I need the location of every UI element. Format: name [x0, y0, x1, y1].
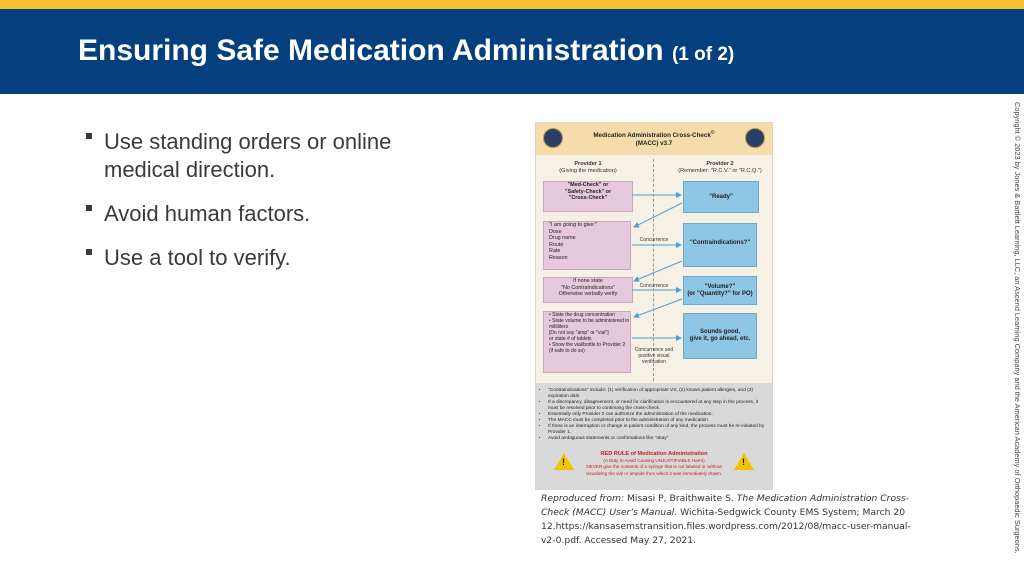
slide-title-text: Ensuring Safe Medication Administration: [78, 34, 664, 67]
warning-glyph: !: [562, 457, 565, 467]
caption-work-title: The Medication Administration Cross-Check (MACC) User’s Manual: [541, 493, 909, 518]
provider1-box-contraindications: If none state "No Contraindications" Otherwise verbally verify: [543, 277, 633, 303]
bullet-text: Avoid human factors.: [104, 201, 311, 226]
bullet-marker: [86, 133, 92, 139]
slide-title: [78, 34, 734, 68]
bullet-marker: [86, 249, 92, 255]
caption-prefix: Reproduced from:: [541, 493, 625, 504]
warning-icon: [554, 453, 574, 470]
note-item: • The MACC must be completed prior to the administration of any medication.: [548, 418, 766, 424]
arrow-icon: [634, 261, 682, 281]
slide-title-part: (1 of 2): [671, 44, 735, 65]
note-item: • If there is an interruption or change in patient condition of any kind, the process must be re-initiated by Provider 1.: [548, 424, 766, 436]
copyright-text: Copyright © 2023 by Jones & Bartlett Learning, LLC, an Ascend Learning Company and the American Academy of Orthopaedic Surgeons.: [1013, 102, 1022, 554]
red-rule-sub: (A Duty to Avoid Causing UNJUSTIFIABLE Harm): [603, 457, 705, 463]
red-rule-text: NEVER give the contents of a syringe that is not labeled or without visualizing the vial or ampule from which it was immediately drawn.: [585, 464, 723, 476]
provider2-box-contraindications: "Contraindications?": [683, 223, 757, 267]
bullet-item: [86, 200, 466, 228]
red-rule: [576, 451, 732, 477]
bullet-text: Use standing orders or online medical direction.: [104, 129, 392, 182]
caption-rest: . Wichita-Sedgwick County EMS System; March 20 12.https://kansasemstransition.files.wordpress.com/2012/08/macc-user-manual-v2-0.pdf. Accessed May 27, 2021.: [541, 507, 911, 546]
bullet-item: [86, 128, 466, 184]
provider2-box-ready: "Ready": [683, 181, 759, 213]
macc-figure: [535, 122, 773, 490]
provider1-box-give: "I am going to give:" Dose Drug name Route Rate Reason: [543, 221, 631, 270]
copyright-notice: [1012, 102, 1022, 557]
figure-title-sup: ©: [710, 130, 715, 136]
bullet-text: Use a tool to verify.: [104, 245, 291, 270]
bullet-item: [86, 244, 466, 272]
concurrence-label: Concurrence: [639, 283, 669, 289]
warning-icon: [734, 453, 754, 470]
provider1-sub: (Giving the medication): [559, 168, 617, 174]
arrow-icon: [634, 299, 682, 317]
figure-title-line1: Medication Administration Cross-Check: [593, 132, 711, 140]
note-item: • Avoid ambiguous statements or confirmations like "okay": [548, 436, 766, 442]
provider2-label: Provider 2: [706, 161, 734, 167]
provider1-box-volume: • State the drug concentration • State volume to be administered in milliliters [Do not say "amp" or "vial"] or state # of tablets • Show the vial/bottle to Provider 2 (if safe to do so): [543, 311, 631, 373]
arrow-icon: [634, 203, 682, 227]
warning-glyph: !: [742, 457, 745, 467]
figure-title-line2: (MACC) v3.7: [635, 140, 673, 148]
provider1-box-check: "Med-Check" or "Safety-Check" or "Cross-Check": [543, 181, 633, 212]
provider1-label: Provider 1: [574, 161, 602, 167]
note-item: • Essentially only Provider 2 can authorize the administration of the medication.: [548, 412, 766, 418]
figure-caption: [541, 492, 916, 548]
caption-authors: Misasi P, Braithwaite S.: [624, 493, 737, 504]
top-accent-stripe: [0, 0, 1024, 9]
provider2-sub: (Remember: "R.C.V." or "R.C.Q."): [678, 168, 762, 174]
note-item: • "Contraindications" include: (1) verification of appropriate VS, (2) known patient allergies, and (3) expiration date.: [548, 388, 766, 400]
concurrence-label: Concurrence: [639, 237, 669, 243]
provider2-box-volume: "Volume?" (or "Quantity?" for PO): [683, 276, 757, 305]
bullet-list: [86, 128, 466, 288]
flow-arrows: [536, 123, 772, 383]
note-item: • If a discrepancy, disagreement, or need for clarification is encountered at any step in the process, it must be resolved prior to continuing the cross-check.: [548, 400, 766, 412]
red-rule-title: RED RULE of Medication Administration: [600, 451, 708, 457]
concurrence-verification-label: Concurrence and positive visual verification: [634, 347, 674, 365]
bullet-marker: [86, 205, 92, 211]
provider2-box-go-ahead: Sounds good, give it, go ahead, etc.: [683, 313, 757, 359]
